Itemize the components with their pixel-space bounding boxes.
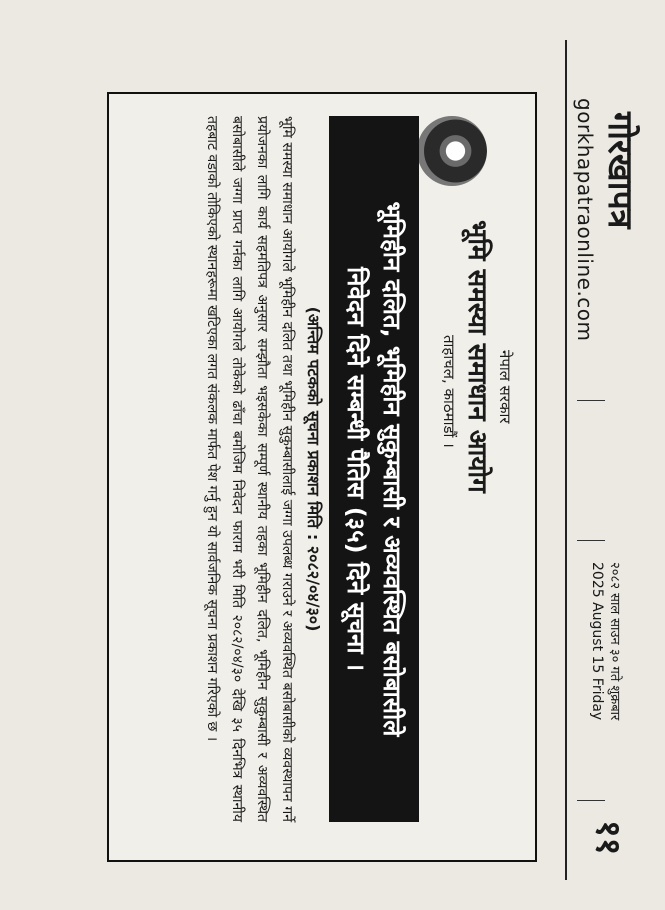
headline-line-1: भूमिहीन दलित, भूमिहीन सुकुम्बासी र अव्यवस्थित बसोबासीले [378, 201, 406, 737]
date-nepali: २०८२ साल साउन ३० गते शुक्रबार [607, 562, 622, 721]
website-url: gorkhapatraonline.com [573, 98, 597, 342]
final-publication-date: (अन्तिम पटकको सूचना प्रकाशन मिति : २०८२/०४/३०) [304, 306, 323, 632]
masthead-divider [577, 540, 605, 541]
notice-body: भूमि समस्या समाधान आयोगले भूमिहीन दलित तथा भूमिहीन सुकुम्बासीलाई जग्गा उपलब्ध गराउने र अव्यवस्थित बसोबासीको व्यवस्थापन गर्ने प्रयोजनका लागि कार्य सहमतिपत्र अनुसार सम्झौता भइसकेका सम्पूर्ण स्थानीय तहका भूमिहीन दलित, भूमिहीन सुकुम्बासी र अव्यवस्थित बसोबासीले जग्गा प्राप्त गर्नका लागि आयोगले तोकेको ढाँचा बमोजिम निवेदन फाराम भरी मिति २०८२/०४/३० देखि ३५ दिनभित्र स्थानीय तहबाट वडाको तोकिएको स्थानहरूमा खटिएका लगत संकलक मार्फत पेश गर्नु हुन यो सार्वजनिक सूचना प्रकाशन गरिएको छ । [204, 116, 295, 822]
government-name: नेपाल सरकार [496, 350, 514, 424]
headline-line-2: निवेदन दिने सम्बन्धी पैतिस (३५) दिने सूचना । [342, 266, 370, 672]
masthead-divider [577, 800, 605, 801]
notice-headline [329, 116, 419, 822]
date-english: 2025 August 15 Friday [589, 562, 605, 721]
newspaper-logo: गोरखापत्र [600, 112, 640, 229]
commission-name: भूमि समस्या समाधान आयोग [462, 220, 492, 493]
commission-address: ताहाचल, काठमाडौं । [440, 335, 458, 448]
masthead-divider [577, 400, 605, 401]
masthead [565, 40, 653, 880]
nepal-emblem-icon [417, 116, 487, 186]
page-number: ११ [588, 820, 628, 856]
